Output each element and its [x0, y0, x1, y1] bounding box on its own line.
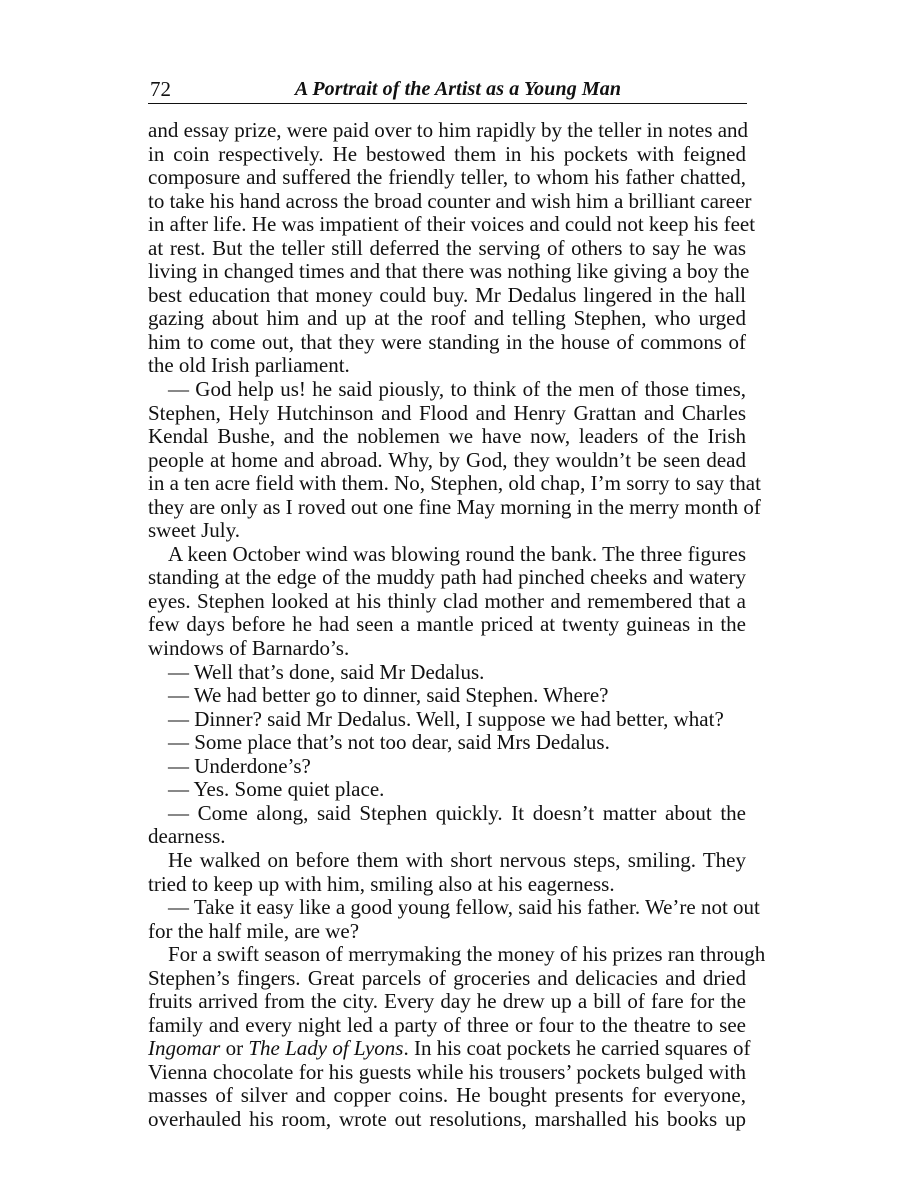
italic-title: Ingomar [148, 1036, 221, 1061]
text-line: Stephen’s fingers. Great parcels of groceries and delicacies and dried [148, 965, 746, 990]
text-line: — We had better go to dinner, said Stephen. Where? [168, 683, 609, 708]
text-line [148, 1036, 751, 1061]
text-line: and essay prize, were paid over to him rapidly by the teller in notes and [148, 118, 749, 142]
text-line: Stephen, Hely Hutchinson and Flood and Henry Grattan and Charles [148, 400, 746, 425]
header-rule [148, 103, 747, 104]
text-line: standing at the edge of the muddy path had pinched cheeks and watery [148, 565, 746, 590]
text-line: Vienna chocolate for his guests while his trousers’ pockets bulged with [148, 1059, 746, 1084]
text-line: sweet July. [148, 518, 240, 543]
text-line: dearness. [148, 824, 226, 849]
text-line: in a ten acre field with them. No, Stephen, old chap, I’m sorry to say that [148, 471, 761, 496]
text-line: Kendal Bushe, and the noblemen we have now, leaders of the Irish [148, 424, 746, 449]
text-line: — Come along, said Stephen quickly. It doesn’t matter about the [168, 800, 746, 825]
text-line: they are only as I roved out one fine May morning in the merry month of [148, 494, 761, 519]
text-line: tried to keep up with him, smiling also at his eagerness. [148, 871, 615, 896]
text-line: to take his hand across the broad counter and wish him a brilliant career [148, 188, 752, 213]
text-line: — Yes. Some quiet place. [168, 777, 385, 802]
text-line: — Well that’s done, said Mr Dedalus. [168, 659, 485, 684]
text-line: in coin respectively. He bestowed them in his pockets with feigned [148, 141, 746, 166]
body-text [148, 118, 766, 1132]
text-line: best education that money could buy. Mr Dedalus lingered in the hall [148, 282, 746, 307]
text-line: A keen October wind was blowing round the bank. The three figures [168, 541, 746, 566]
text-segment: . In his coat pockets he carried squares of [403, 1036, 751, 1061]
text-line: overhauled his room, wrote out resolutions, marshalled his books up [148, 1106, 746, 1131]
text-line: For a swift season of merrymaking the money of his prizes ran through [168, 942, 766, 967]
text-line: masses of silver and copper coins. He bought presents for everyone, [148, 1083, 746, 1108]
text-line: — Take it easy like a good young fellow, said his father. We’re not out [168, 895, 760, 920]
page-header [150, 74, 746, 104]
italic-title: The Lady of Lyons [248, 1036, 404, 1061]
text-line: — Some place that’s not too dear, said Mrs Dedalus. [168, 730, 610, 755]
text-line: — Dinner? said Mr Dedalus. Well, I suppose we had better, what? [168, 706, 724, 731]
text-line: eyes. Stephen looked at his thinly clad mother and remembered that a [148, 588, 746, 613]
text-line: composure and suffered the friendly teller, to whom his father chatted, [148, 165, 746, 190]
text-line: fruits arrived from the city. Every day he drew up a bill of fare for the [148, 989, 746, 1014]
page-number: 72 [150, 77, 171, 101]
text-line: at rest. But the teller still deferred the serving of others to say he was [148, 235, 746, 260]
text-line: gazing about him and up at the roof and telling Stephen, who urged [148, 306, 746, 331]
text-line: He walked on before them with short nervous steps, smiling. They [168, 847, 746, 872]
text-line: people at home and abroad. Why, by God, they wouldn’t be seen dead [148, 447, 746, 472]
text-line: the old Irish parliament. [148, 353, 350, 378]
text-line: for the half mile, are we? [148, 918, 360, 943]
text-line: living in changed times and that there was nothing like giving a boy the [148, 259, 750, 284]
text-line: — Underdone’s? [168, 753, 311, 778]
text-line: windows of Barnardo’s. [148, 636, 350, 661]
text-line: few days before he had seen a mantle priced at twenty guineas in the [148, 612, 746, 637]
text-line: him to come out, that they were standing in the house of commons of [148, 329, 746, 354]
text-segment: or [220, 1036, 249, 1061]
running-title: A Portrait of the Artist as a Young Man [294, 78, 622, 100]
text-line: family and every night led a party of three or four to the theatre to see [148, 1012, 746, 1037]
text-line: in after life. He was impatient of their voices and could not keep his feet [148, 212, 756, 237]
text-line: — God help us! he said piously, to think of the men of those times, [168, 377, 746, 402]
